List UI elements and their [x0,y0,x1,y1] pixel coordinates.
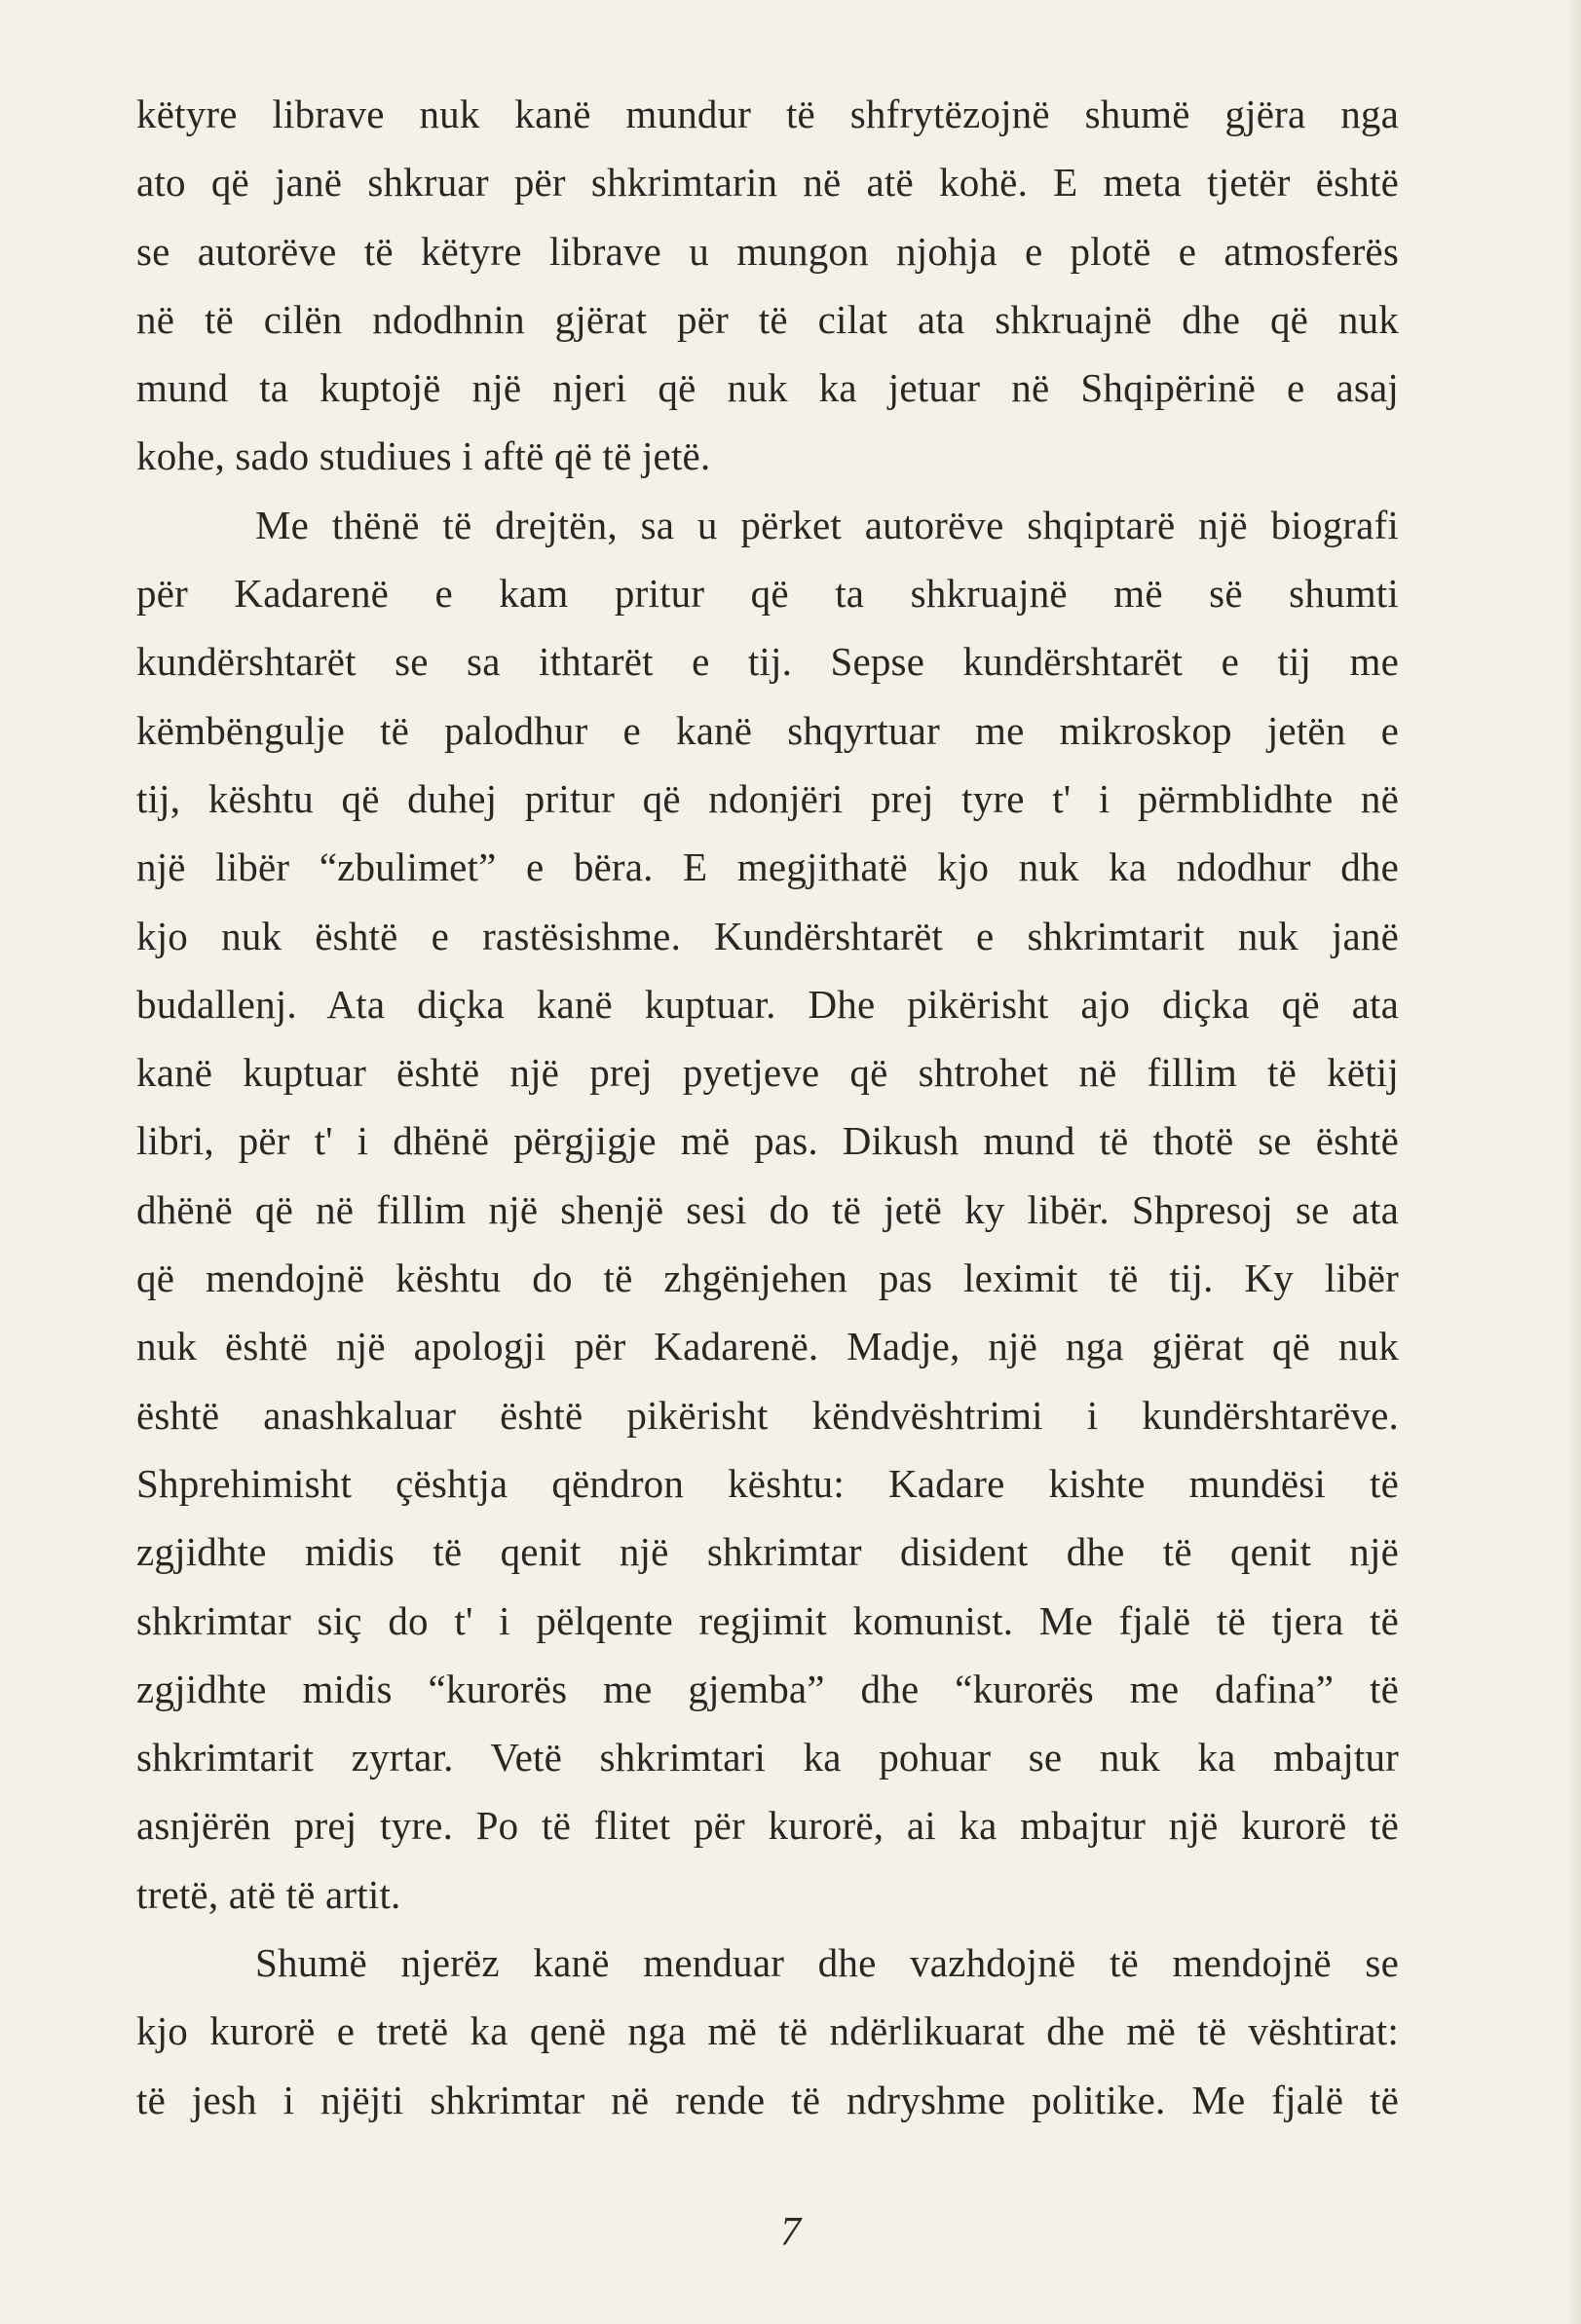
text-line: zgjidhte midis të qenit një shkrimtar disident dhe të qenit një [136,1529,1399,1575]
text-line: është anashkaluar është pikërisht këndvështrimi i kundërshtarëve. [136,1392,1399,1438]
text-line: se autorëve të këtyre librave u mungon njohja e plotë e atmosferës [136,228,1399,274]
text-line: tretë, atë të artit. [136,1871,401,1917]
paragraph-2 [136,491,1399,1929]
text-line: kundërshtarët se sa ithtarët e tij. Sepse kundërshtarët e tij me [136,639,1399,685]
text-line: budallenj. Ata diçka kanë kuptuar. Dhe pikërisht ajo diçka që ata [136,981,1399,1027]
text-line: kanë kuptuar është një prej pyetjeve që shtrohet në fillim të këtij [136,1050,1399,1096]
text-line: tij, kështu që duhej pritur që ndonjëri prej tyre t' i përmblidhte në [136,775,1399,821]
paragraph-1 [136,80,1399,491]
text-line: Shumë njerëz kanë menduar dhe vazhdojnë të mendojnë se [255,1940,1399,1986]
text-line: Me thënë të drejtën, sa u përket autorëve shqiptarë një biografi [255,502,1399,547]
text-line: kjo nuk është e rastësishme. Kundërshtarët e shkrimtarit nuk janë [136,913,1399,958]
text-line: shkrimtarit zyrtar. Vetë shkrimtari ka pohuar se nuk ka mbajtur [136,1735,1399,1780]
text-line: të jesh i njëjti shkrimtar në rende të ndryshme politike. Me fjalë të [136,2077,1399,2122]
text-line: kjo kurorë e tretë ka qenë nga më të ndërlikuarat dhe më të vështirat: [136,2008,1399,2054]
text-line: dhënë që në fillim një shenjë sesi do të jetë ky libër. Shpresoj se ata [136,1186,1399,1232]
text-line: në të cilën ndodhnin gjërat për të cilat ata shkruajnë dhe që nuk [136,296,1399,342]
text-line: këmbëngulje të palodhur e kanë shqyrtuar me mikroskop jetën e [136,707,1399,753]
paragraph-3 [136,1929,1399,2134]
text-line: zgjidhte midis “kurorës me gjemba” dhe “kurorës me dafina” të [136,1666,1399,1711]
text-line: asnjërën prej tyre. Po të flitet për kurorë, ai ka mbajtur një kurorë të [136,1803,1399,1849]
text-line: që mendojnë kështu do të zhgënjehen pas leximit të tij. Ky libër [136,1256,1399,1301]
text-line: shkrimtar siç do t' i pëlqente regjimit komunist. Me fjalë të tjera të [136,1597,1399,1643]
text-line: një libër “zbulimet” e bëra. E megjithatë kjo nuk ka ndodhur dhe [136,844,1399,890]
text-line: libri, për t' i dhënë përgjigje më pas. Dikush mund të thotë se është [136,1118,1399,1164]
text-line: kohe, sado studiues i aftë që të jetë. [136,433,711,479]
page-edge-shadow [1567,0,1581,2324]
page-number: 7 [780,2210,801,2255]
body-text [136,80,1399,2134]
text-line: Shprehimisht çështja qëndron kështu: Kadare kishte mundësi të [136,1460,1399,1506]
text-line: mund ta kuptojë një njeri që nuk ka jetuar në Shqipërinë e asaj [136,365,1399,411]
text-line: nuk është një apologji për Kadarenë. Madje, një nga gjërat që nuk [136,1324,1399,1369]
text-line: ato që janë shkruar për shkrimtarin në atë kohë. E meta tjetër është [136,160,1399,206]
text-line: për Kadarenë e kam pritur që ta shkruajnë më së shumti [136,571,1399,617]
text-line: këtyre librave nuk kanë mundur të shfrytëzojnë shumë gjëra nga [136,92,1399,136]
